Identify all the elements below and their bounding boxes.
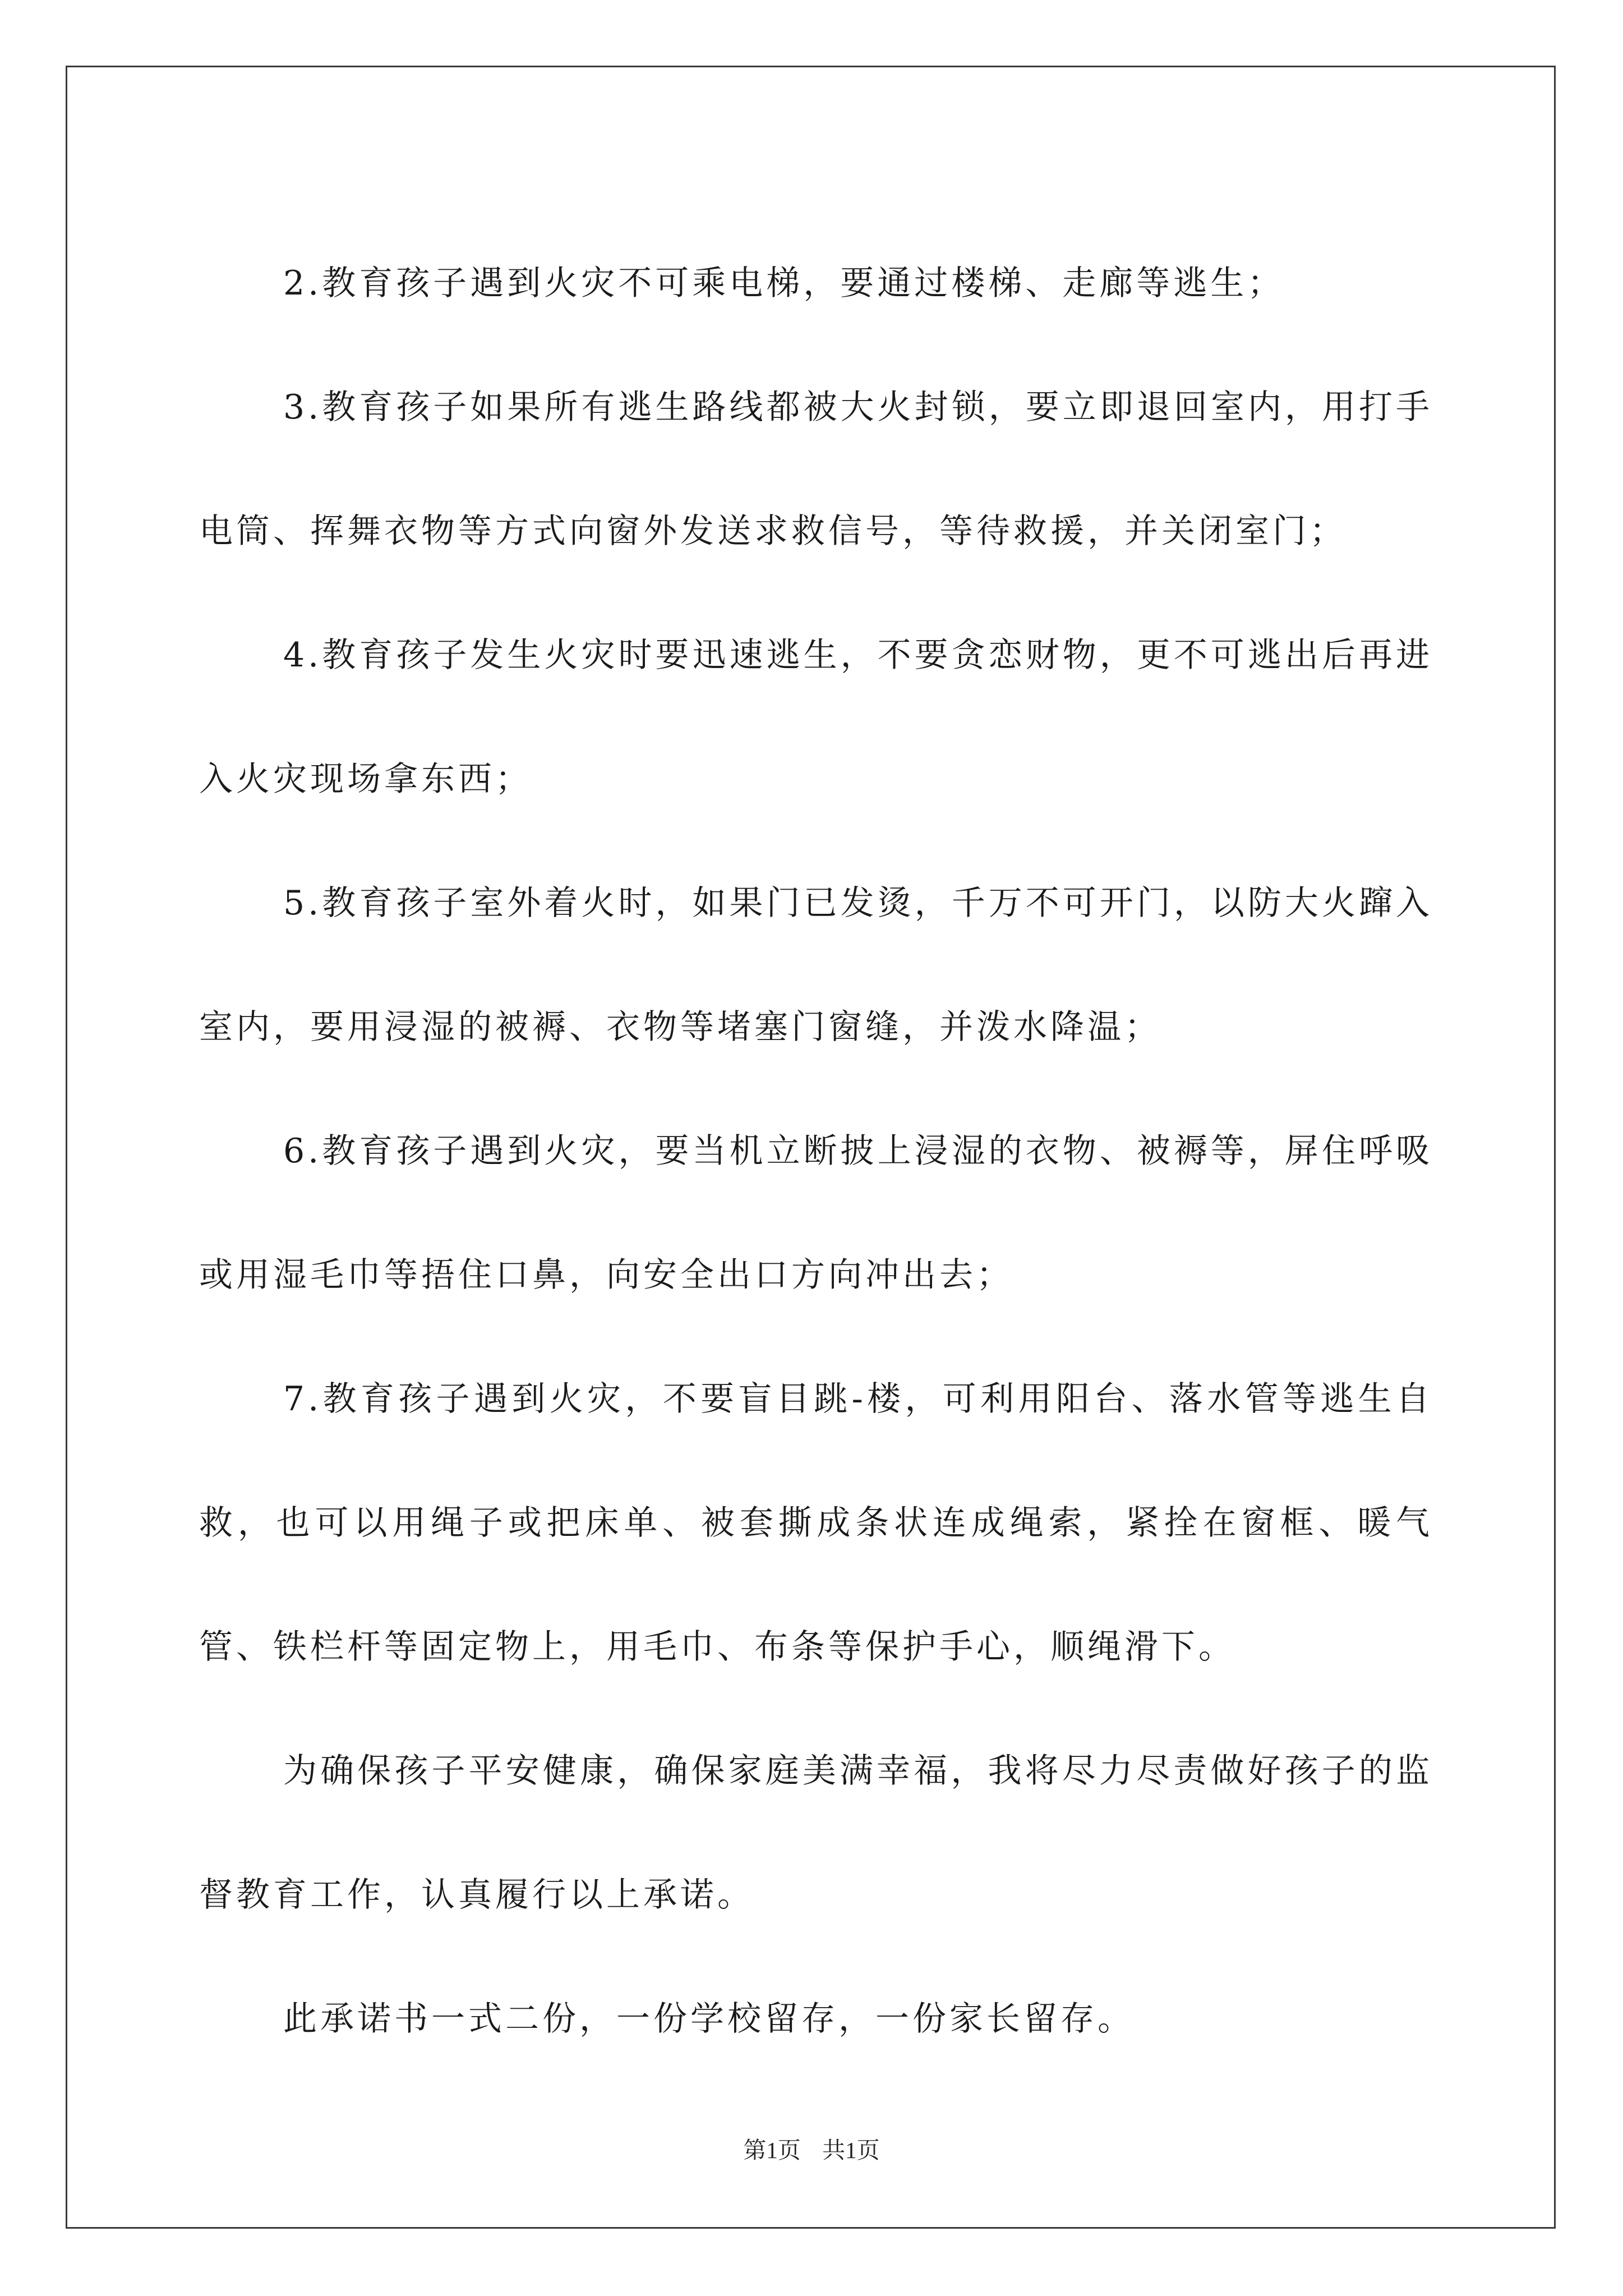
paragraph: 3.教育孩子如果所有逃生路线都被大火封锁，要立即退回室内，用打手电筒、挥舞衣物等方式向窗外发送求救信号，等待救援，并关闭室门； [199,388,1433,551]
page-total: 共1页 [822,2137,880,2163]
paragraph: 7.教育孩子遇到火灾，不要盲目跳-楼，可利用阳台、落水管等逃生自救，也可以用绳子或把床单、被套撕成条状连成绳索，紧拴在窗框、暖气管、铁栏杆等固定物上，用毛巾、布条等保护手心，顺绳滑下。 [199,1379,1433,1667]
document-body [199,222,1433,2081]
paragraph: 为确保孩子平安健康，确保家庭美满幸福，我将尽力尽责做好孩子的监督教育工作，认真履行以上承诺。 [199,1751,1433,1915]
page-footer [0,2132,1623,2165]
paragraph: 此承诺书一式二份，一份学校留存，一份家长留存。 [283,1999,1135,2039]
paragraph: 4.教育孩子发生火灾时要迅速逃生，不要贪恋财物，更不可逃出后再进入火灾现场拿东西； [199,636,1433,799]
page-number: 第1页 [743,2137,801,2163]
paragraph: 5.教育孩子室外着火时，如果门已发烫，千万不可开门，以防大火蹿入室内，要用浸湿的被褥、衣物等堵塞门窗缝，并泼水降温； [199,884,1433,1047]
paragraph: 6.教育孩子遇到火灾，要当机立断披上浸湿的衣物、被褥等，屏住呼吸或用湿毛巾等捂住口鼻，向安全出口方向冲出去； [199,1131,1433,1295]
paragraph: 2.教育孩子遇到火灾不可乘电梯，要通过楼梯、走廊等逃生； [283,264,1285,303]
